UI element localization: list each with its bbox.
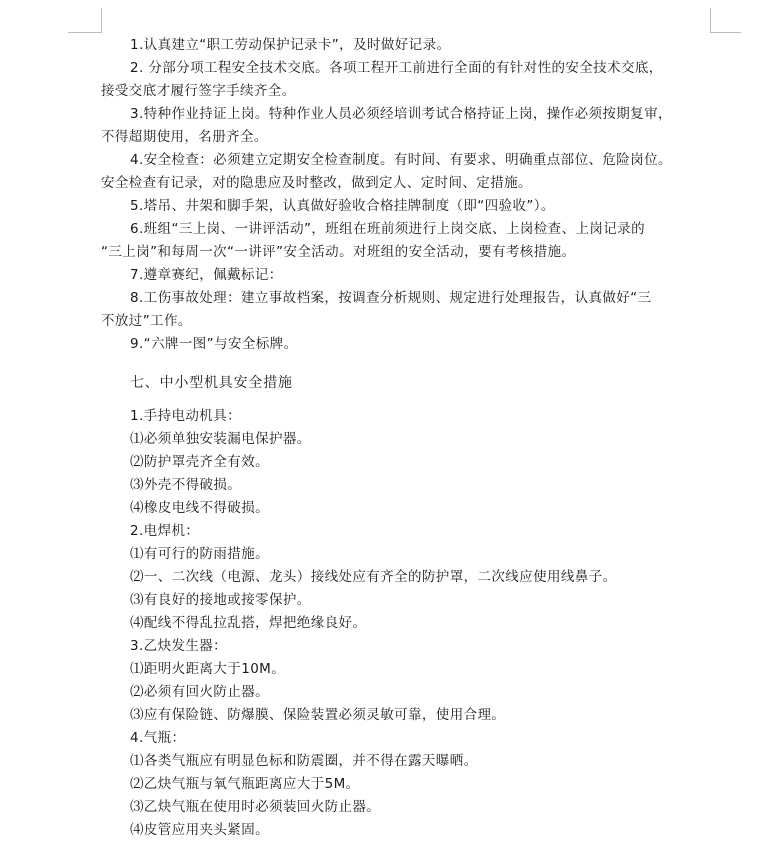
- safety-management-list: [101, 34, 715, 356]
- list-item-5: 5.塔吊、井架和脚手架，认真做好验收合格挂牌制度（即“四验收”）。: [130, 198, 555, 214]
- subsection-title-power-tools: 1.手持电动机具：: [130, 408, 241, 424]
- list-item: ⑵一、二次线（电源、龙头）接线处应有齐全的防护罩，二次线应使用线鼻子。: [130, 569, 617, 585]
- list-item: ⑵乙炔气瓶与氧气瓶距离应大于5M。: [130, 776, 360, 792]
- list-item-8: 8.工伤事故处理：建立事故档案，按调查分析规则、规定进行处理报告，认真做好“三: [130, 290, 652, 306]
- list-item-4-continuation: 安全检查有记录，对的隐患应及时整改，做到定人、定时间、定措施。: [101, 175, 532, 191]
- list-item: ⑴有可行的防雨措施。: [130, 546, 269, 562]
- section-heading: 七、中小型机具安全措施: [130, 375, 293, 391]
- list-item: ⑷配线不得乱拉乱搭，焊把绝缘良好。: [130, 615, 367, 631]
- document-body: [101, 34, 715, 842]
- list-item-4: 4.安全检查：必须建立定期安全检查制度。有时间、有要求、明确重点部位、危险岗位。: [130, 152, 672, 168]
- list-item-2-continuation: 接受交底才履行签字手续齐全。: [101, 83, 296, 99]
- list-item-7: 7.遵章赛纪，佩戴标记：: [130, 267, 283, 283]
- list-item-8-continuation: 不放过”工作。: [101, 313, 192, 329]
- list-item: ⑷皮管应用夹头紧固。: [130, 822, 269, 838]
- list-item: ⑵防护罩壳齐全有效。: [130, 454, 269, 470]
- list-item-1: 1.认真建立“职工劳动保护记录卡”，及时做好记录。: [130, 37, 451, 53]
- list-item: ⑴距明火距离大于10M。: [130, 661, 286, 677]
- subsection-title-welder: 2.电焊机：: [130, 523, 200, 539]
- list-item: ⑶外壳不得破损。: [130, 477, 242, 493]
- list-item: ⑶应有保险链、防爆膜、保险装置必须灵敏可靠，使用合理。: [130, 707, 506, 723]
- list-item: ⑷橡皮电线不得破损。: [130, 500, 269, 516]
- list-item-3: 3.特种作业持证上岗。特种作业人员必须经培训考试合格持证上岗，操作必须按期复审，: [130, 106, 672, 122]
- subsection-title-gas-cylinders: 4.气瓶：: [130, 730, 186, 746]
- list-item: ⑶乙炔气瓶在使用时必须装回火防止器。: [130, 799, 381, 815]
- list-item: ⑴各类气瓶应有明显色标和防震圈，并不得在露天曝晒。: [130, 753, 478, 769]
- list-item-9: 9.“六牌一图”与安全标牌。: [130, 336, 298, 352]
- list-item-6-continuation: “三上岗”和每周一次“一讲评”安全活动。对班组的安全活动，要有考核措施。: [101, 244, 576, 260]
- list-item-6: 6.班组“三上岗、一讲评活动”，班组在班前须进行上岗交底、上岗检查、上岗记录的: [130, 221, 645, 237]
- machinery-safety-list: [101, 405, 715, 842]
- page-corner-mark-left: [68, 8, 102, 33]
- list-item: ⑵必须有回火防止器。: [130, 684, 269, 700]
- list-item-3-continuation: 不得超期使用，名册齐全。: [101, 129, 268, 145]
- page-corner-mark-right: [710, 8, 741, 33]
- list-item: ⑴必须单独安装漏电保护器。: [130, 431, 311, 447]
- list-item-2: 2. 分部分项工程安全技术交底。各项工程开工前进行全面的有针对性的安全技术交底，: [130, 60, 663, 76]
- subsection-title-acetylene-generator: 3.乙炔发生器：: [130, 638, 228, 654]
- list-item: ⑶有良好的接地或接零保护。: [130, 592, 311, 608]
